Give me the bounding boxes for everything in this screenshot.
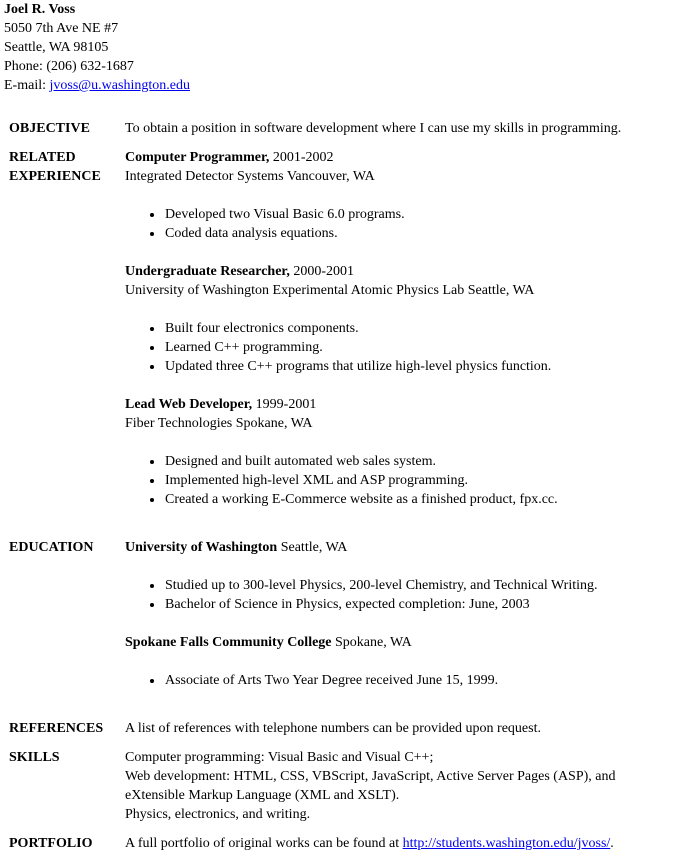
job-bullets	[125, 205, 405, 243]
address-line-1: 5050 7th Ave NE #7	[4, 21, 119, 36]
education-label: EDUCATION	[9, 540, 94, 555]
school-location: Seattle, WA	[277, 540, 348, 555]
email-link[interactable]: jvoss@u.washington.edu	[49, 78, 190, 93]
job-organization: Integrated Detector Systems Vancouver, WA	[125, 169, 375, 184]
phone-line: Phone: (206) 632-1687	[4, 59, 134, 74]
portfolio-suffix: .	[610, 836, 614, 851]
references-text: A list of references with telephone numbers can be provided upon request.	[125, 721, 541, 736]
job-bullets	[125, 319, 551, 376]
list-item: Studied up to 300-level Physics, 200-level Chemistry, and Technical Writing.	[125, 576, 598, 595]
portfolio-text	[125, 834, 665, 853]
portfolio-label: PORTFOLIO	[9, 836, 93, 851]
job-entry	[125, 395, 558, 509]
list-item: Created a working E-Commerce website as a finished product, fpx.cc.	[125, 490, 558, 509]
portfolio-intro: A full portfolio of original works can be found at	[125, 836, 403, 851]
skills-line: Physics, electronics, and writing.	[125, 807, 311, 822]
job-dates: 1999-2001	[252, 397, 317, 412]
skills-body	[125, 748, 665, 824]
skills-label: SKILLS	[9, 750, 60, 765]
skills-line: Computer programming: Visual Basic and Visual C++;	[125, 750, 434, 765]
list-item: Coded data analysis equations.	[125, 224, 405, 243]
skills-line: Web development: HTML, CSS, VBScript, JavaScript, Active Server Pages (ASP), and	[125, 769, 616, 784]
list-item: Updated three C++ programs that utilize high-level physics function.	[125, 357, 551, 376]
job-entry	[125, 262, 551, 376]
contact-header	[4, 0, 190, 95]
job-entry	[125, 148, 405, 243]
job-bullets	[125, 452, 558, 509]
school-entry	[125, 538, 598, 614]
skills-line: eXtensible Markup Language (XML and XSLT).	[125, 788, 400, 803]
job-dates: 2001-2002	[269, 150, 334, 165]
objective-label: OBJECTIVE	[9, 121, 90, 136]
job-title: Computer Programmer,	[125, 150, 270, 165]
references-label: REFERENCES	[9, 721, 104, 736]
job-title: Undergraduate Researcher,	[125, 264, 290, 279]
email-label: E-mail:	[4, 78, 50, 93]
experience-label-line-1: RELATED	[9, 150, 76, 165]
portfolio-link[interactable]: http://students.washington.edu/jvoss/	[402, 836, 611, 851]
list-item: Developed two Visual Basic 6.0 programs.	[125, 205, 405, 224]
list-item: Built four electronics components.	[125, 319, 551, 338]
school-bullets	[125, 576, 598, 614]
school-location: Spokane, WA	[331, 635, 412, 650]
objective-text: To obtain a position in software development where I can use my skills in programming.	[125, 121, 622, 136]
list-item: Learned C++ programming.	[125, 338, 551, 357]
job-dates: 2000-2001	[289, 264, 355, 279]
list-item: Designed and built automated web sales system.	[125, 452, 558, 471]
school-bullets	[125, 671, 498, 690]
job-organization: Fiber Technologies Spokane, WA	[125, 416, 313, 431]
job-title: Lead Web Developer,	[125, 397, 253, 412]
school-name: University of Washington	[125, 540, 278, 555]
address-line-2: Seattle, WA 98105	[4, 40, 109, 55]
list-item: Bachelor of Science in Physics, expected completion: June, 2003	[125, 595, 598, 614]
list-item: Implemented high-level XML and ASP programming.	[125, 471, 558, 490]
school-name: Spokane Falls Community College	[125, 635, 332, 650]
list-item: Associate of Arts Two Year Degree received June 15, 1999.	[125, 671, 498, 690]
applicant-name: Joel R. Voss	[4, 2, 76, 17]
experience-label-line-2: EXPERIENCE	[9, 169, 101, 184]
job-organization: University of Washington Experimental Atomic Physics Lab Seattle, WA	[125, 283, 535, 298]
email-line	[4, 76, 190, 95]
experience-label	[9, 148, 121, 186]
school-entry	[125, 633, 498, 690]
